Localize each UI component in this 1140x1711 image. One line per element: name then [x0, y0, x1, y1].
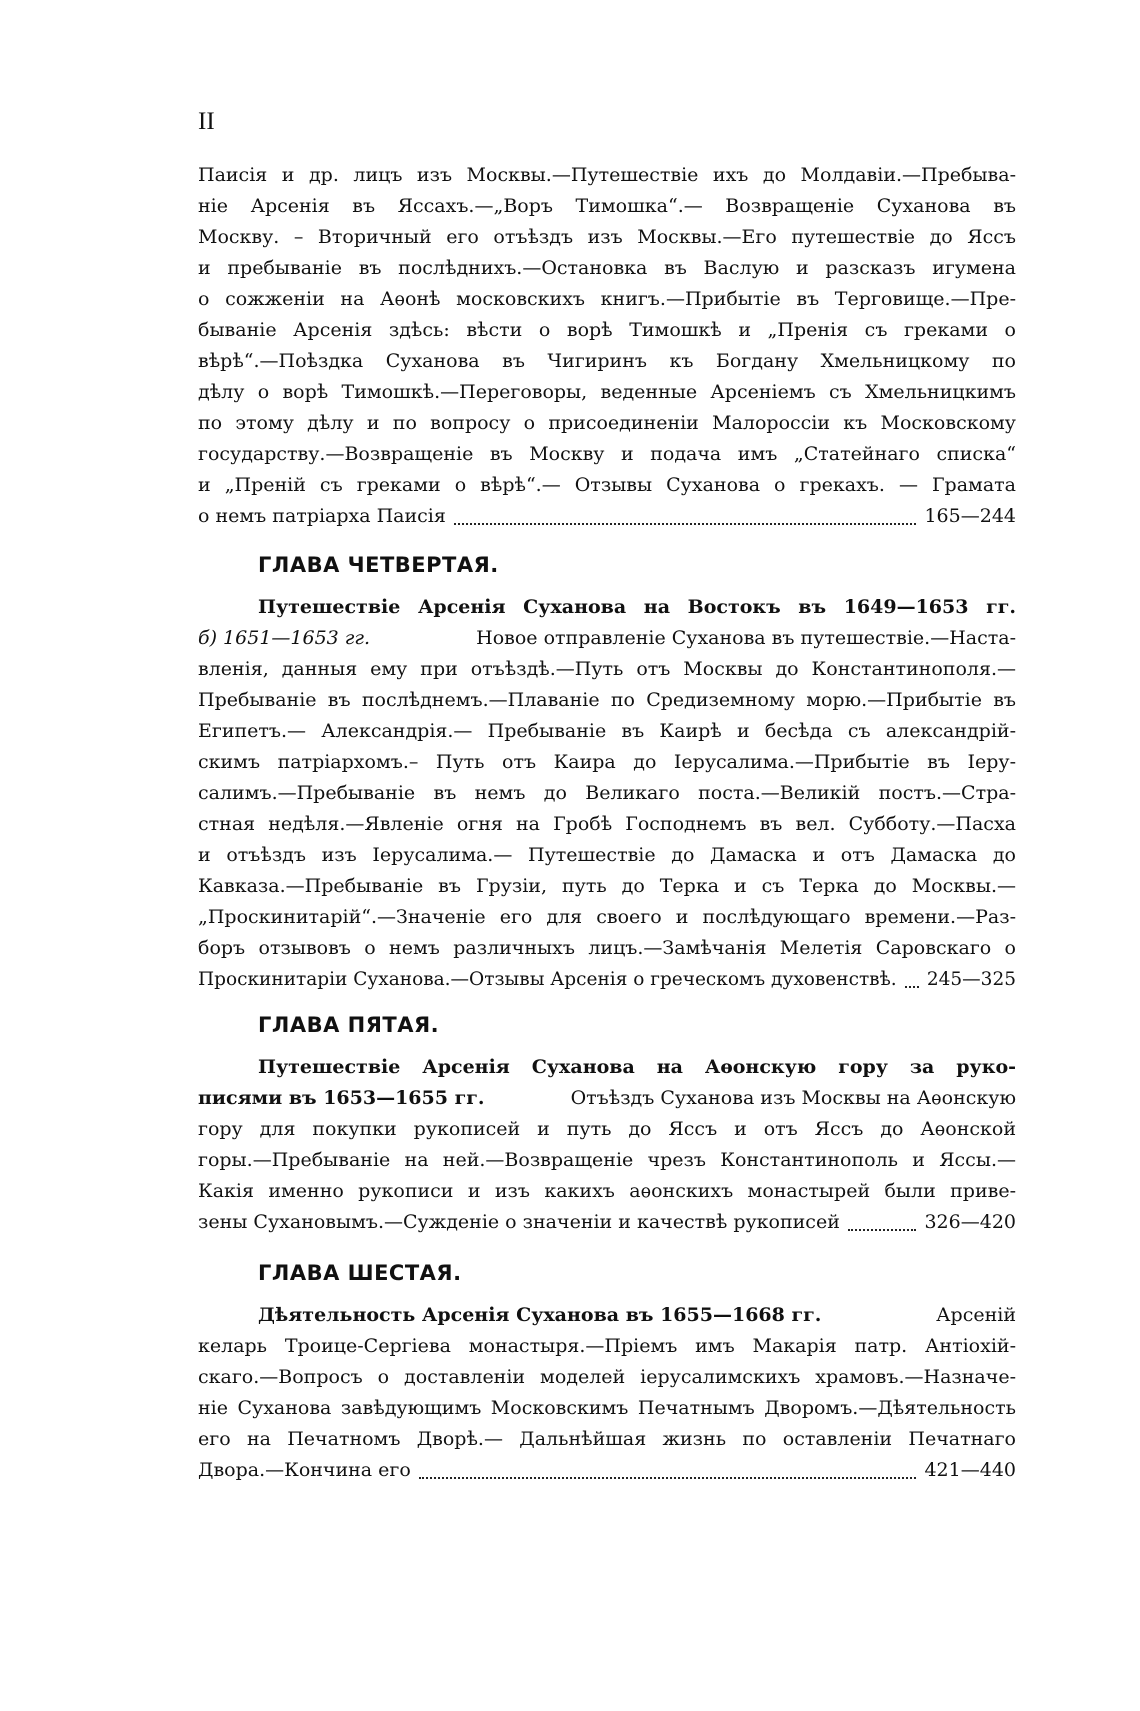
dot-leader — [419, 1476, 917, 1479]
chapter-heading: ГЛАВА ЧЕТВЕРТАЯ. — [258, 553, 499, 577]
text-line: и „Преній съ греками о вѣрѣ“.— Отзывы Суханова о грекахъ. — Грамата — [198, 474, 1016, 496]
text-line: б) 1651—1653 гг. Новое отправленіе Суханова въ путешествіе.—Наста- — [198, 623, 1016, 654]
toc-entry-line: Проскинитаріи Суханова.—Отзывы Арсенія о греческомъ духовенствѣ. 245—325 — [198, 964, 1016, 995]
text-line: келарь Троице-Сергіева монастыря.—Пріемъ имъ Макарія патр. Антіохій- — [198, 1335, 1016, 1357]
page-range: 165—244 — [924, 505, 1016, 527]
text-line: Какія именно рукописи и изъ какихъ аѳонскихъ монастырей были приве- — [198, 1180, 1016, 1202]
dot-leader — [454, 522, 917, 525]
text-line: и пребываніе въ послѣднихъ.—Остановка въ Васлую и разсказъ игумена — [198, 257, 1016, 279]
section-prev-text — [198, 160, 1016, 532]
chapter6-text — [198, 1300, 1016, 1486]
dot-leader — [848, 1228, 917, 1231]
text-line: по этому дѣлу и по вопросу о присоединеніи Малороссіи къ Московскому — [198, 412, 1016, 434]
chapter-heading: ГЛАВА ШЕСТАЯ. — [258, 1261, 462, 1285]
page-range: 326—420 — [924, 1211, 1016, 1233]
text-line: Кавказа.—Пребываніе въ Грузіи, путь до Терка и съ Терка до Москвы.— — [198, 875, 1016, 897]
text-line: ніе Суханова завѣдующимъ Московскимъ Печатнымъ Дворомъ.—Дѣятельность — [198, 1397, 1016, 1419]
text-line: Москву. – Вторичный его отъѣздъ изъ Москвы.—Его путешествіе до Яссъ — [198, 226, 1016, 248]
text-line: Дѣятельность Арсенія Суханова въ 1655—1668 гг. Арсеній — [198, 1300, 1016, 1331]
chapter-subpart: б) 1651—1653 гг. — [198, 627, 371, 649]
chapter-title: Путешествіе Арсенія Суханова на Востокъ въ 1649—1653 гг. — [258, 596, 1016, 618]
toc-entry-line: о немъ патріарха Паисія 165—244 — [198, 501, 1016, 532]
text-line: быванiе Арсенія здѣсь: вѣсти о ворѣ Тимошкѣ и „Пренія съ греками о — [198, 319, 1016, 341]
text-line: салимъ.—Пребываніе въ немъ до Великаго поста.—Великій постъ.—Стра- — [198, 782, 1016, 804]
page-number: II — [198, 108, 215, 135]
text-line: вѣрѣ“.—Поѣздка Суханова въ Чигиринъ къ Богдану Хмельницкому по — [198, 350, 1016, 372]
text-line: Паисія и др. лицъ изъ Москвы.—Путешествіе ихъ до Молдавіи.—Пребыва- — [198, 164, 1016, 186]
text-line: писями въ 1653—1655 гг. Отъѣздъ Суханова изъ Москвы на Аѳонскую — [198, 1083, 1016, 1114]
page-range: 245—325 — [926, 969, 1016, 990]
chapter-title: Дѣятельность Арсенія Суханова въ 1655—1668 гг. — [258, 1304, 822, 1326]
text-line: ніе Арсенія въ Яссахъ.—„Воръ Тимошка“.— Возвращеніе Суханова въ — [198, 195, 1016, 217]
chapter4-text — [198, 592, 1016, 995]
text-line: дѣлу о ворѣ Тимошкѣ.—Переговоры, веденные Арсеніемъ съ Хмельницкимъ — [198, 381, 1016, 403]
text-line: Египетъ.— Александрія.— Пребываніе въ Каирѣ и бесѣда съ александрій- — [198, 720, 1016, 742]
text-line: гору для покупки рукописей и путь до Яссъ и отъ Яссъ до Аѳонской — [198, 1118, 1016, 1140]
text-line: его на Печатномъ Дворѣ.— Дальнѣйшая жизнь по оставленіи Печатнаго — [198, 1428, 1016, 1450]
text-line: Пребываніе въ послѣднемъ.—Плаваніе по Средиземному морю.—Прибытіе въ — [198, 689, 1016, 711]
chapter-title-cont: писями въ 1653—1655 гг. — [198, 1087, 485, 1109]
toc-entry-line: Двора.—Кончина его 421—440 — [198, 1455, 1016, 1486]
chapter-heading: ГЛАВА ПЯТАЯ. — [258, 1013, 440, 1037]
text-line: скимъ патріархомъ.– Путь отъ Каира до Іерусалима.—Прибытіе въ Іеру- — [198, 751, 1016, 773]
text-line: вленія, данныя ему при отъѣздѣ.—Путь отъ Москвы до Константинополя.— — [198, 658, 1016, 680]
text-line: о сожженіи на Аѳонѣ московскихъ книгъ.—Прибытіе въ Терговище.—Пре- — [198, 288, 1016, 310]
dot-leader — [905, 985, 919, 988]
text-line: и отъѣздъ изъ Іерусалима.— Путешествіе до Дамаска и отъ Дамаска до — [198, 844, 1016, 866]
text-line: государству.—Возвращеніе въ Москву и подача имъ „Статейнаго списка“ — [198, 443, 1016, 465]
page-range: 421—440 — [924, 1459, 1016, 1481]
chapter5-text — [198, 1052, 1016, 1238]
text-line: „Проскинитарій“.—Значеніе его для своего и послѣдующаго времени.—Раз- — [198, 906, 1016, 928]
text-line: скаго.—Вопросъ о доставленіи моделей іерусалимскихъ храмовъ.—Назначе- — [198, 1366, 1016, 1388]
text-line: горы.—Пребываніе на ней.—Возвращеніе чрезъ Константинополь и Яссы.— — [198, 1149, 1016, 1171]
toc-entry-line: зены Сухановымъ.—Сужденіе о значеніи и качествѣ рукописей 326—420 — [198, 1207, 1016, 1238]
text-line: стная недѣля.—Явленіе огня на Гробѣ Господнемъ въ вел. Субботу.—Пасха — [198, 813, 1016, 835]
text-line: боръ отзывовъ о немъ различныхъ лицъ.—Замѣчанія Мелетія Саровскаго о — [198, 937, 1016, 959]
chapter-title: Путешествіе Арсенія Суханова на Аѳонскую гору за руко- — [258, 1056, 1016, 1078]
